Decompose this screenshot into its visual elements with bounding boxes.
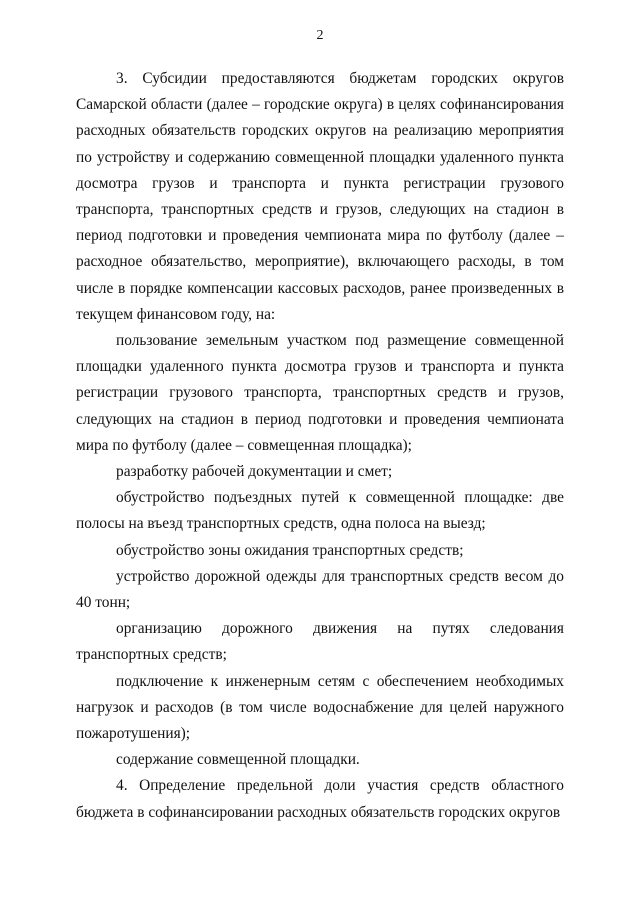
paragraph-land-use: пользование земельным участком под размещение совмещенной площадки удаленного пункта досмотра грузов и транспорта и пункта регистрации грузового транспорта, транспортных средств и грузов, следующих на стадион в период подготовки и проведения чемпионата мира по футболу (далее – совмещенная площадка);	[76, 332, 564, 454]
paragraph-subsidies: 3. Субсидии предоставляются бюджетам городских округов Самарской области (далее – городские округа) в целях софинансирования расходных обязательств городских округов на реализацию мероприятия по устройству и содержанию совмещенной площадки удаленного пункта досмотра грузов и транспорта и пункта регистрации грузового транспорта, транспортных средств и грузов, следующих на стадион в период подготовки и проведения чемпионата мира по футболу (далее – расходное обязательство, мероприятие), включающего расходы, в том числе в порядке компенсации кассовых расходов, ранее произведенных в текущем финансовом году, на:	[76, 70, 564, 323]
paragraph-waiting-zone: обустройство зоны ожидания транспортных средств;	[116, 541, 464, 559]
paragraph-budget-share: 4. Определение предельной доли участия средств областного бюджета в софинансировании расходных обязательств городских округов	[76, 777, 564, 821]
paragraph-road-pavement: устройство дорожной одежды для транспортных средств весом до 40 тонн;	[76, 567, 564, 612]
paragraph-traffic-organization: организацию дорожного движения на путях следования транспортных средств;	[76, 620, 564, 664]
paragraph-maintenance: содержание совмещенной площадки.	[116, 751, 360, 769]
paragraph-documentation: разработку рабочей документации и смет;	[116, 463, 393, 481]
document-body	[76, 66, 564, 826]
paragraph-utilities: подключение к инженерным сетям с обеспечением необходимых нагрузок и расходов (в том числе водоснабжение для целей наружного пожаротушения);	[76, 672, 564, 743]
paragraph-access-roads: обустройство подъездных путей к совмещенной площадке: две полосы на въезд транспортных средств, одна полоса на выезд;	[76, 489, 564, 533]
page-number: 2	[316, 28, 324, 43]
